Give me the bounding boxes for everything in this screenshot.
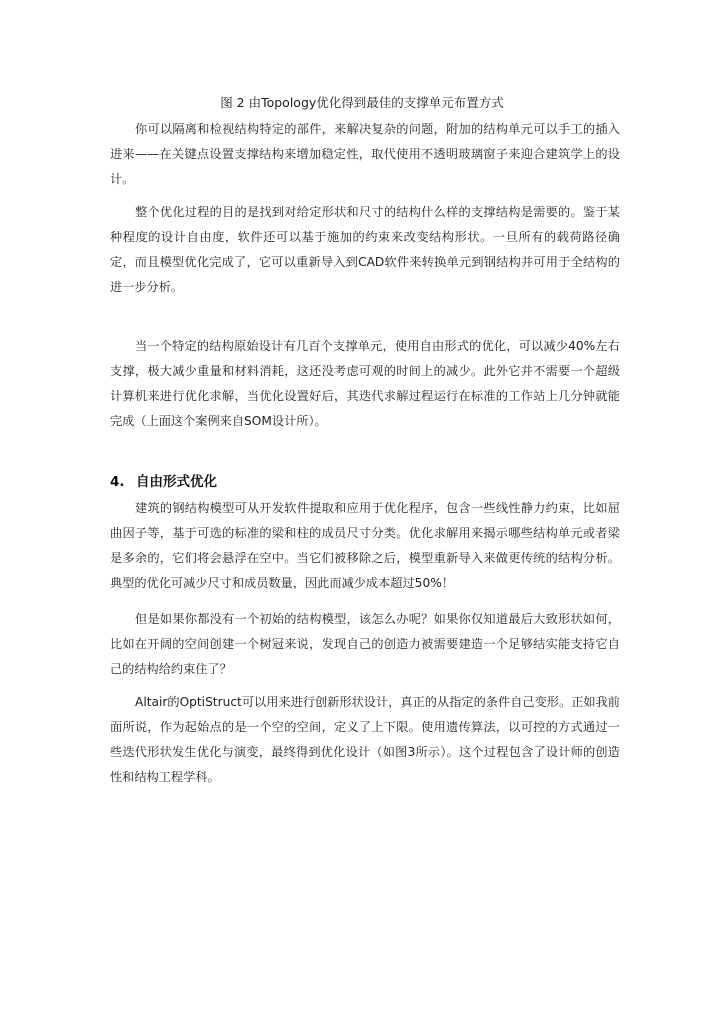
paragraph-optimization-goal: 整个优化过程的目的是找到对给定形状和尺寸的结构什么样的支撑结构是需要的。鉴于某种程度的设计自由度，软件还可以基于施加的约束来改变结构形状。一旦所有的载荷路径确定，而且模型优化完成了，它可以重新导入到CAD软件来转换单元到钢结构并可用于全结构的进一步分析。 bbox=[110, 205, 620, 294]
section-number: 4. bbox=[110, 474, 125, 490]
paragraph-steel-model: 建筑的钢结构模型可从开发软件提取和应用于优化程序，包含一些线性静力约束，比如屈曲因子等，基于可选的标准的梁和柱的成员尺寸分类。优化求解用来揭示哪些结构单元或者梁是多余的，它们将会悬浮在空中。当它们被移除之后，模型重新导入来做更传统的结构分析。典型的优化可减少尺寸和成员数量，因此而减少成本超过50%！ bbox=[110, 501, 620, 590]
figure-caption: 图 2 由Topology优化得到最佳的支撑单元布置方式 bbox=[220, 95, 504, 110]
paragraph-support-reduction: 当一个特定的结构原始设计有几百个支撑单元，使用自由形式的优化，可以减少40%左右支撑，极大减少重量和材料消耗，这还没考虑可观的时间上的减少。此外它并不需要一个超级计算机来进行优化求解，当优化设置好后，其迭代求解过程运行在标准的工作站上几分钟就能完成（上面这个案例来自SOM设计所）。 bbox=[110, 339, 620, 428]
paragraph-no-initial-model: 但是如果你都没有一个初始的结构模型，该怎么办呢？如果你仅知道最后大致形状如何，比如在开阔的空间创建一个树冠来说，发现自己的创造力被需要建造一个足够结实能支持它自己的结构给约束住了？ bbox=[110, 612, 620, 676]
section-heading bbox=[110, 470, 217, 494]
paragraph-optistruct: Altair的OptiStruct可以用来进行创新形状设计，真正的从指定的条件自己变形。正如我前面所说，作为起始点的是一个空的空间，定义了上下限。使用遗传算法，以可控的方式通过一些迭代形状发生优化与演变，最终得到优化设计（如图3所示）。这个过程包含了设计师的创造性和结构工程学科。 bbox=[110, 695, 620, 784]
section-title: 自由形式优化 bbox=[136, 474, 217, 490]
paragraph-isolate-components: 你可以隔离和检视结构特定的部件，来解决复杂的问题，附加的结构单元可以手工的插入进来——在关键点设置支撑结构来增加稳定性，取代使用不透明玻璃窗子来迎合建筑学上的设计。 bbox=[110, 122, 620, 186]
